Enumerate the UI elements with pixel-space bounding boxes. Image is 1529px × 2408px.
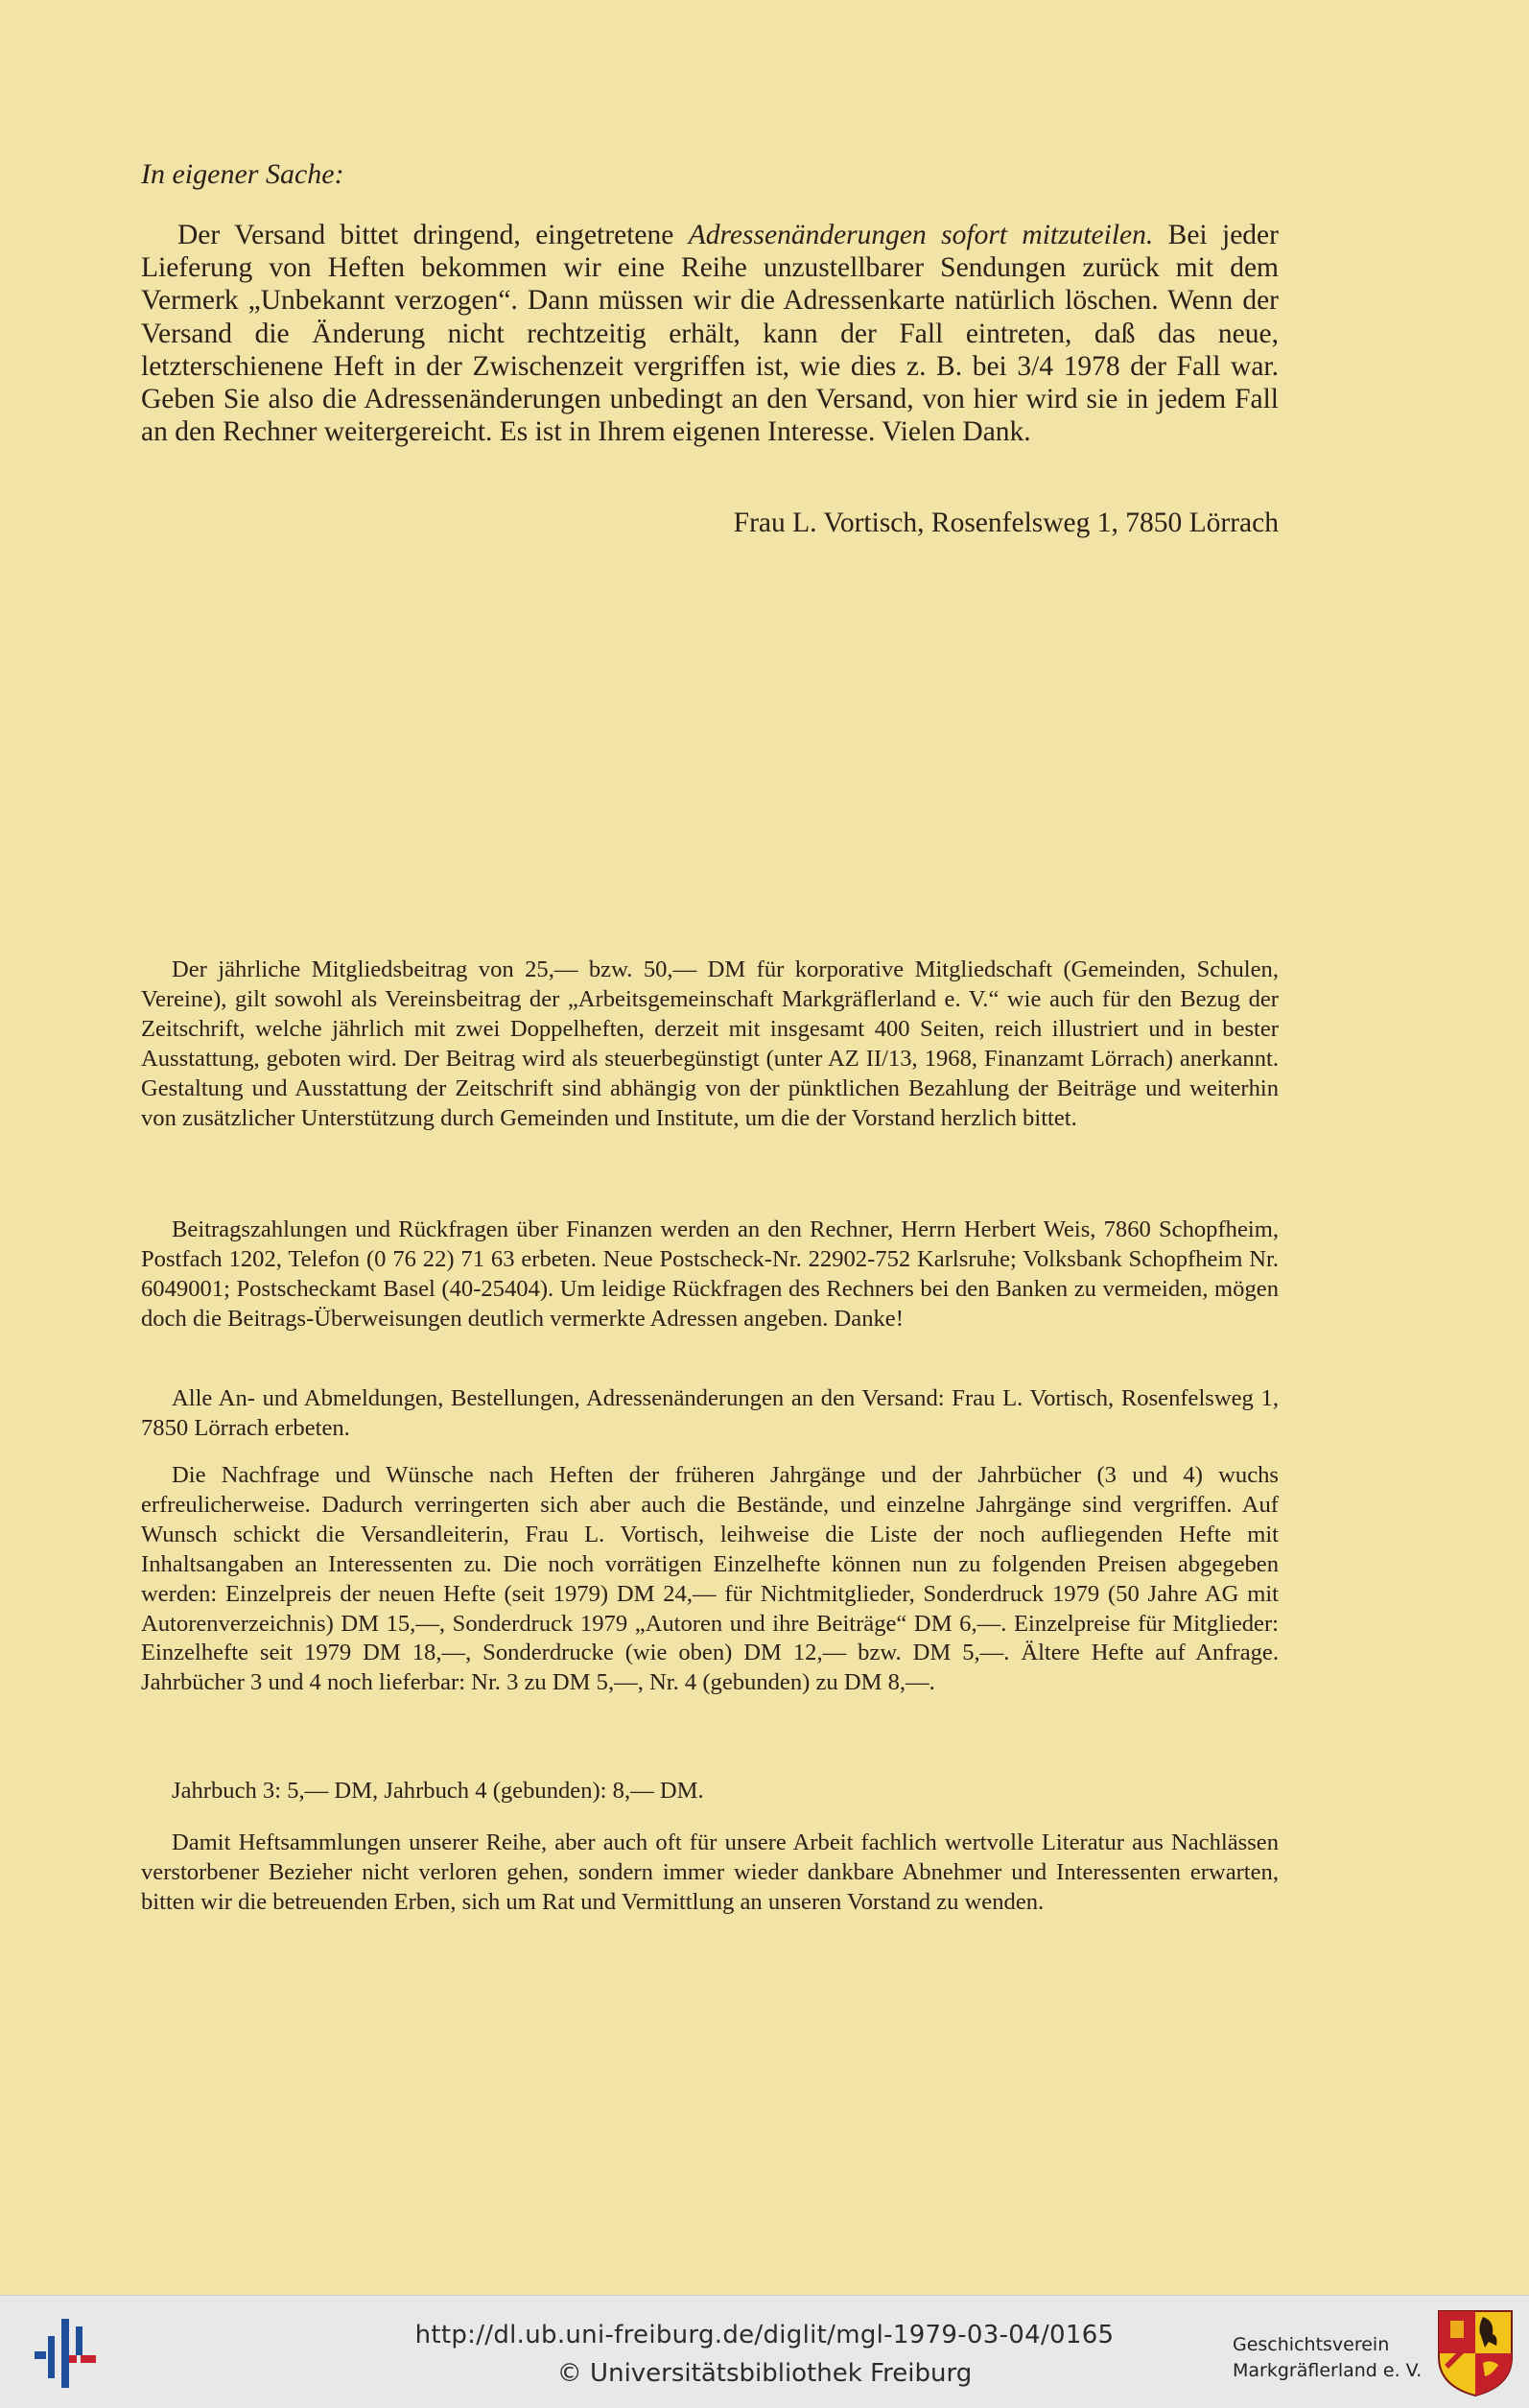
publisher-line-2: Markgräflerland e. V. (1233, 2360, 1423, 2381)
coat-of-arms-icon[interactable] (1435, 2307, 1516, 2397)
permalink-url[interactable]: http://dl.ub.uni-freiburg.de/diglit/mgl-1979-03-04/0165 (414, 2321, 1115, 2349)
notice-text-start: Der Versand bittet dringend, eingetretene (177, 220, 689, 250)
payments-paragraph: Beitragszahlungen und Rückfragen über Finanzen werden an den Rechner, Herrn Herbert Weis, 7860 Schopfheim, Postfach 1202, Telefon (0 76 22) 71 63 erbeten. Neue Postscheck-Nr. 22902-752 Karlsruhe; Volksbank Schopfheim Nr. 6049001; Postscheckamt Basel (40-25404). Um leidige Rückfragen des Rechners bei den Banken zu vermeiden, mögen doch die Beitrags-Überweisungen deutlich vermerkte Adressen angeben. Danke! (141, 1216, 1279, 1332)
publisher-line-1: Geschichtsverein (1233, 2334, 1390, 2355)
back-issues-paragraph: Die Nachfrage und Wünsche nach Heften der früheren Jahrgänge und der Jahrbücher (3 und 4) wuchs erfreulicherweise. Dadurch verringerten sich aber auch die Bestände, und einzelne Jahrgänge sind vergriffen. Auf Wunsch schickt die Versandleiterin, Frau L. Vortisch, leihweise die Liste der noch aufliegenden Hefte mit Inhaltsangaben an Interessenten zu. Die noch vorrätigen Einzelhefte können nun zu folgenden Preisen abgegeben werden: Einzelpreis der neuen Hefte (seit 1979) DM 24,— für Nichtmitglieder, Sonderdruck 1979 (50 Jahre AG mit Autorenverzeichnis) DM 15,—, Sonderdruck 1979 „Autoren und ihre Beiträge“ DM 6,—. Einzelpreise für Mitglieder: Einzelhefte seit 1979 DM 18,—, Sonderdrucke (wie oben) DM 12,— bzw. DM 5,—. Ältere Hefte auf Anfrage. Jahrbücher 3 und 4 noch lieferbar: Nr. 3 zu DM 5,—, Nr. 4 (gebunden) zu DM 8,—. (141, 1462, 1279, 1696)
notice-emphasis: Adressenänderungen sofort mitzuteilen. (688, 220, 1154, 250)
membership-fee-paragraph: Der jährliche Mitgliedsbeitrag von 25,— bzw. 50,— DM für korporative Mitgliedschaft (Gemeinden, Schulen, Vereine), gilt sowohl als Vereinsbeitrag der „Arbeitsgemeinschaft Markgräflerland e. V.“ wie auch für den Bezug der Zeitschrift, welche jährlich mit zwei Doppelheften, derzeit mit insgesamt 400 Seiten, reich illustriert und in bester Ausstattung, geboten wird. Der Beitrag wird als steuerbegünstigt (unter AZ II/13, 1968, Finanzamt Lörrach) anerkannt. Gestaltung und Ausstattung der Zeitschrift sind abhängig von der pünktlichen Bezahlung der Beiträge und weiterhin von zusätzlicher Unterstützung durch Gemeinden und Institute, um die der Vorstand herzlich bittet. (141, 956, 1279, 1131)
signature-line: Frau L. Vortisch, Rosenfelsweg 1, 7850 Lörrach (733, 508, 1279, 538)
copyright-notice: © Universitätsbibliothek Freiburg (556, 2359, 973, 2388)
estates-paragraph: Damit Heftsammlungen unserer Reihe, aber auch oft für unsere Arbeit fachlich wertvolle Literatur aus Nachlässen verstorbener Bezieher nicht verloren gehen, sondern immer wieder dankbare Abnehmer und Interessenten erwarten, bitten wir die betreuenden Erben, sich um Rat und Vermittlung an unseren Vorstand zu wenden. (141, 1830, 1279, 1915)
notice-text-rest: Bei jeder Lieferung von Heften bekommen wir eine Reihe unzustellbarer Sendungen zurück mit dem Vermerk „Unbekannt verzogen“. Dann müssen wir die Adressenkarte natürlich löschen. Wenn der Versand die Änderung nicht rechtzeitig erhält, kann der Fall eintreten, daß das neue, letzterschienene Heft in der Zwischenzeit vergriffen ist, wie dies z. B. bei 3/4 1978 der Fall war. Geben Sie also die Adressenänderungen unbedingt an den Versand, von hier wird sie in jedem Fall an den Rechner weitergereicht. Es ist in Ihrem eigenen Interesse. Vielen Dank. (141, 220, 1279, 448)
address-change-notice (141, 219, 1279, 448)
registrations-paragraph: Alle An- und Abmeldungen, Bestellungen, Adressenänderungen an den Versand: Frau L. Vortisch, Rosenfelsweg 1, 7850 Lörrach erbeten. (141, 1385, 1279, 1441)
publisher-name (1233, 2332, 1434, 2384)
section-heading: In eigener Sache: (141, 158, 344, 190)
yearbook-prices-paragraph: Jahrbuch 3: 5,— DM, Jahrbuch 4 (gebunden): 8,— DM. (172, 1778, 704, 1804)
viewer-footer (0, 2295, 1529, 2408)
